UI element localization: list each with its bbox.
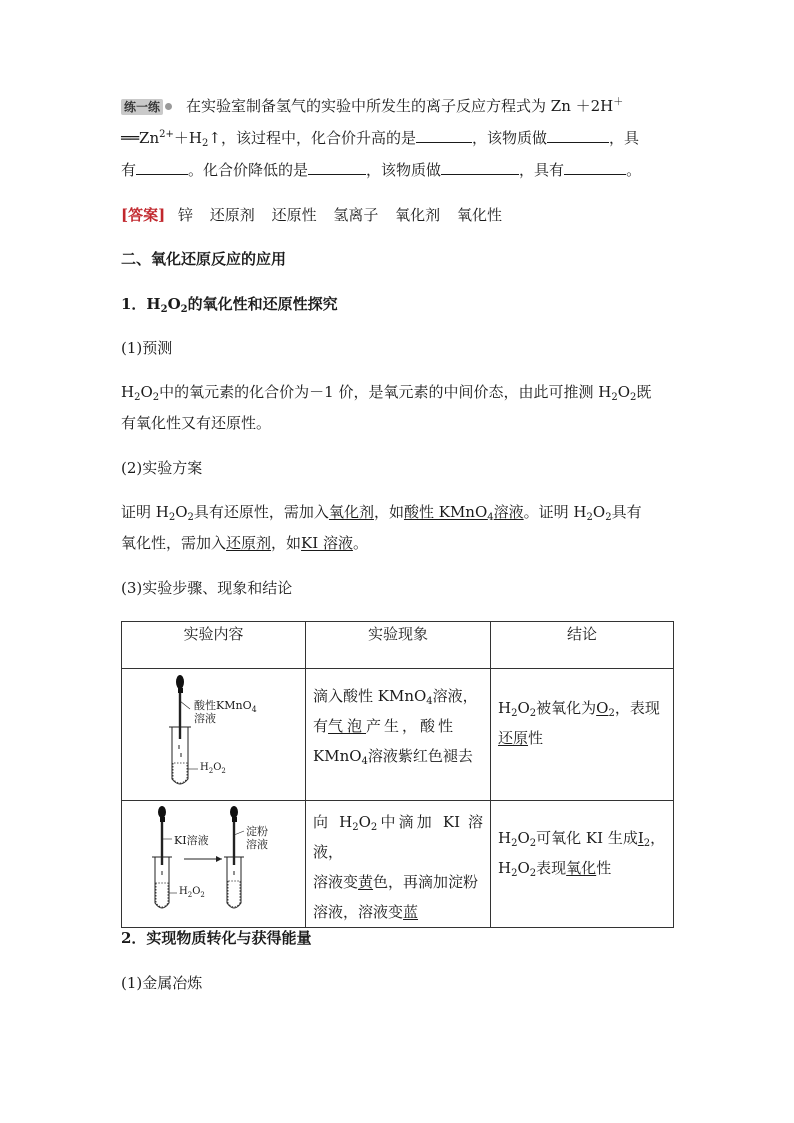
bullet-dot-icon — [165, 103, 172, 110]
phenomenon-cell: 滴入酸性 KMnO$_4$溶液， 有气泡产生，酸性 KMnO$_4$溶液紫红色褪去 — [306, 669, 491, 801]
table-header: 结论 — [491, 622, 674, 669]
table-row — [122, 801, 674, 928]
paragraph-text: $H_2O_2$中的氧元素的化合价为－1 价，是氧元素的中间价态，由此可推测 $H_2O_2$既 — [121, 383, 652, 403]
answer-item: 氢离子 — [333, 206, 379, 224]
paragraph-label: (1)预测 — [121, 339, 173, 357]
subsection-heading: 2．实现物质转化与获得能量 — [121, 929, 312, 947]
answer-blank[interactable] — [564, 160, 626, 175]
experiment-table — [121, 621, 674, 928]
paragraph-label: (3)实验步骤、现象和结论 — [121, 579, 293, 597]
answer-item: 还原剂 — [209, 206, 255, 224]
answer-blank[interactable] — [416, 128, 472, 143]
section-title: 二、氧化还原反应的应用 — [121, 250, 287, 268]
answer-blank[interactable] — [547, 128, 609, 143]
paragraph-label: (2)实验方案 — [121, 459, 203, 477]
paragraph-text: 证明 $H_2O_2$具有还原性，需加入氧化剂，如酸性 KMnO$_4$溶液。证明 $H_2O_2$具有 — [121, 503, 642, 523]
conclusion-cell: $H_2O_2$可氧化 KI 生成$I_2$， $H_2O_2$表现氧化性 — [491, 801, 674, 928]
subsection-heading: 1．$H_2O_2$的氧化性和还原性探究 — [121, 295, 338, 315]
dropper-tube-diagram — [122, 669, 305, 799]
answer-item: 氧化剂 — [395, 206, 441, 224]
exercise-tag: 练一练 — [121, 99, 163, 115]
exercise-line-2: $══Zn^{2+}+H_2↑$，该过程中，化合价升高的是 ，该物质做 ，具 — [121, 129, 639, 149]
answer-item: 还原性 — [271, 206, 317, 224]
table-header-row — [122, 622, 674, 669]
paragraph-text: 有氧化性又有还原性。 — [121, 414, 272, 432]
exercise-line-3: 有 。化合价降低的是 ，该物质做 ，具有 。 — [121, 161, 642, 179]
diagram-cell — [122, 801, 306, 928]
answer-blank[interactable] — [136, 160, 188, 175]
answer-label: [答案] — [121, 206, 166, 224]
diagram-label: 酸性KMnO$_4$ 溶液 — [194, 699, 257, 725]
answer-blank[interactable] — [441, 160, 519, 175]
conclusion-cell: $H_2O_2$被氧化为$O_2$，表现 还原性 — [491, 669, 674, 801]
paragraph-text: 氧化性，需加入还原剂，如KI 溶液。 — [121, 534, 368, 552]
answer-item: 锌 — [177, 206, 193, 224]
table-header: 实验内容 — [122, 622, 306, 669]
paragraph-label: (1)金属冶炼 — [121, 974, 203, 992]
diagram-cell — [122, 669, 306, 801]
diagram-label: $H_2O_2$ — [179, 886, 205, 899]
diagram-label: 淀粉 溶液 — [246, 825, 268, 851]
dropper-tube-diagram — [122, 801, 305, 925]
phenomenon-cell: 向 $H_2O_2$中滴加 KI 溶液， 溶液变黄色，再滴加淀粉 溶液，溶液变蓝 — [306, 801, 491, 928]
table-row — [122, 669, 674, 801]
table-header: 实验现象 — [306, 622, 491, 669]
diagram-label: $H_2O_2$ — [200, 762, 226, 775]
diagram-label: KI溶液 — [174, 834, 209, 847]
exercise-line-1: 练一练 在实验室制备氢气的实验中所发生的离子反应方程式为 Zn ＋2H＋ — [121, 96, 623, 116]
answer-line — [121, 205, 502, 225]
answer-blank[interactable] — [308, 160, 366, 175]
answer-item: 氧化性 — [456, 206, 502, 224]
